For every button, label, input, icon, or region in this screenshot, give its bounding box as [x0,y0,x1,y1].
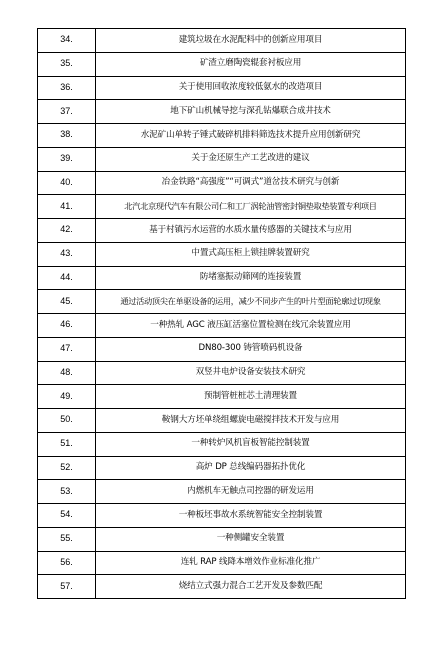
row-number: 39. [38,147,96,171]
table-row [38,314,406,338]
table-row [38,432,406,456]
row-number: 46. [38,314,96,338]
table-row [38,551,406,575]
table-row [38,337,406,361]
row-number: 52. [38,456,96,480]
row-number: 42. [38,219,96,243]
project-title: 双竖井电炉设备安装技术研究 [96,361,406,385]
project-title: 通过活动顶尖在单驱设备的运用，减少不同步产生的叶片型面轮廓过切现象 [96,290,406,314]
project-title: 高炉 DP 总线编码器拓扑优化 [96,456,406,480]
table-row [38,100,406,124]
project-title: 冶金铁路“高强度”“可调式”道岔技术研究与创新 [96,171,406,195]
table-row [38,385,406,409]
table-row [38,242,406,266]
table-row [38,575,406,599]
project-title: 一种热轧 AGC 液压缸活塞位置检测在线冗余装置应用 [96,314,406,338]
row-number: 56. [38,551,96,575]
table-row [38,195,406,219]
table-row [38,504,406,528]
row-number: 36. [38,76,96,100]
project-list-body [38,29,406,599]
project-title: 烧结立式强力混合工艺开发及参数匹配 [96,575,406,599]
table-row [38,456,406,480]
project-title: 地下矿山机械导挖与深孔钻爆联合成井技术 [96,100,406,124]
project-title: 关于使用回收浓度较低氨水的改造项目 [96,76,406,100]
project-title: 一种侧罐安全装置 [96,527,406,551]
project-title: DN80-300 铸管喷码机设备 [96,337,406,361]
project-title: 建筑垃圾在水泥配料中的创新应用项目 [96,29,406,53]
row-number: 43. [38,242,96,266]
row-number: 37. [38,100,96,124]
row-number: 40. [38,171,96,195]
row-number: 45. [38,290,96,314]
row-number: 35. [38,52,96,76]
row-number: 57. [38,575,96,599]
row-number: 49. [38,385,96,409]
project-title: 内燃机车无触点司控器的研发运用 [96,480,406,504]
row-number: 41. [38,195,96,219]
table-row [38,147,406,171]
row-number: 50. [38,409,96,433]
table-row [38,29,406,53]
row-number: 55. [38,527,96,551]
table-row [38,219,406,243]
row-number: 44. [38,266,96,290]
project-title: 鞍钢大方坯单绕组螺旋电磁搅拌技术开发与应用 [96,409,406,433]
table-row [38,266,406,290]
table-row [38,527,406,551]
row-number: 51. [38,432,96,456]
table-row [38,76,406,100]
project-title: 矿渣立磨陶瓷辊套衬板应用 [96,52,406,76]
project-title: 中置式高压柜上锁挂牌装置研究 [96,242,406,266]
project-title: 防堵塞振动筛网的连接装置 [96,266,406,290]
project-title: 北汽北京现代汽车有限公司仁和工厂涡轮油管密封铜垫取垫装置专利项目 [96,195,406,219]
row-number: 38. [38,124,96,148]
table-row [38,361,406,385]
project-title: 一种板坯事故水系统智能安全控制装置 [96,504,406,528]
project-title: 预制管桩桩芯土清理装置 [96,385,406,409]
row-number: 47. [38,337,96,361]
project-title: 一种转炉风机盲板智能控制装置 [96,432,406,456]
table-row [38,290,406,314]
row-number: 34. [38,29,96,53]
table-row [38,171,406,195]
row-number: 53. [38,480,96,504]
table-row [38,124,406,148]
row-number: 48. [38,361,96,385]
project-list-table [37,28,406,599]
project-title: 基于村镇污水运营的水质水量传感器的关键技术与应用 [96,219,406,243]
table-row [38,480,406,504]
table-row [38,52,406,76]
table-row [38,409,406,433]
row-number: 54. [38,504,96,528]
project-title: 关于金还原生产工艺改进的建议 [96,147,406,171]
project-title: 连轧 RAP 线降本增效作业标准化推广 [96,551,406,575]
project-title: 水泥矿山单转子锤式破碎机排料筛选技术提升应用创新研究 [96,124,406,148]
